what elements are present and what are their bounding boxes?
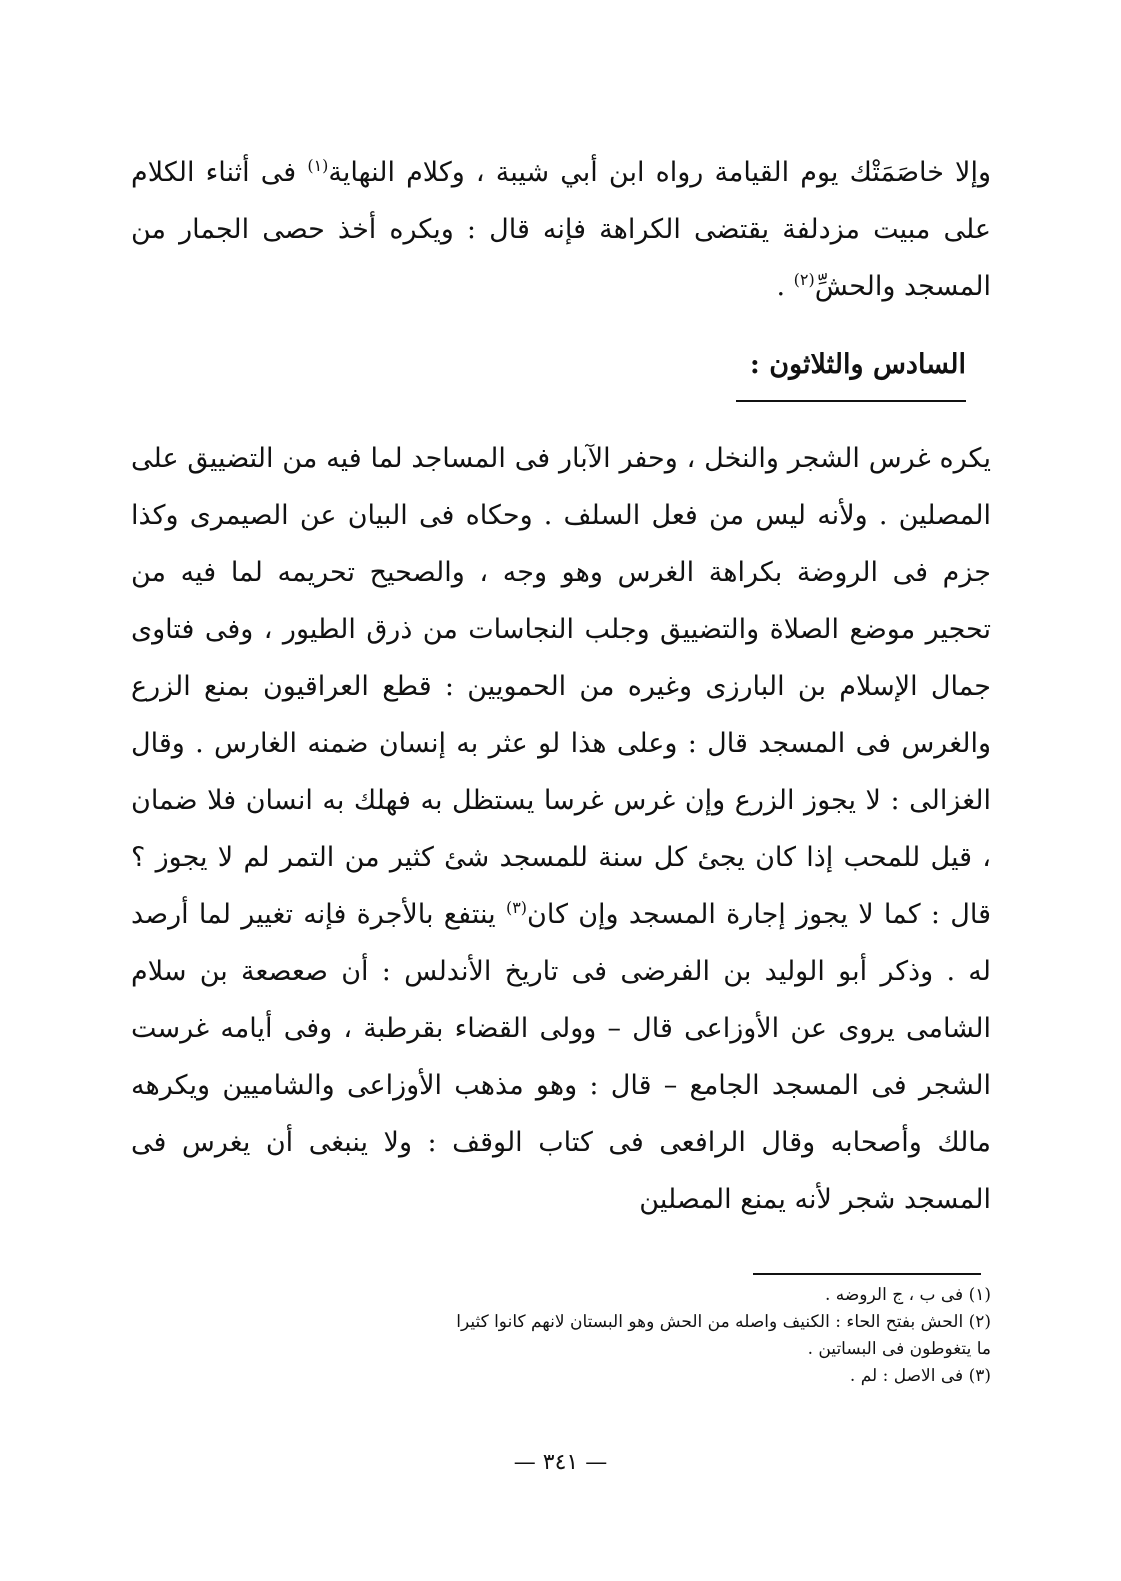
- section-heading: السادس والثلاثون :: [749, 349, 966, 380]
- footnote-ref-3[interactable]: (٣): [505, 898, 528, 917]
- footnote-ref-1[interactable]: (١): [307, 156, 329, 175]
- page-number: — ٣٤١ —: [513, 1450, 608, 1475]
- paragraph-1-text-a: وإلا خاصَمَتْك يوم القيامة رواه ابن أبي شيبة ، وكلام النهاية: [328, 157, 991, 188]
- footnote-2: (٢) الحش بفتح الحاء : الكنيف واصله من الحش وهو البستان لانهم كانوا كثيرا: [456, 1312, 991, 1332]
- paragraph-1-text-b: فى أثناء الكلام على مبيت مزدلفة يقتضى الكراهة فإنه قال : ويكره أخذ حصى الجمار من المسجد والحشِّ: [131, 157, 991, 302]
- paragraph-1-text-c: .: [776, 271, 794, 302]
- footnote-ref-2[interactable]: (٢): [793, 270, 815, 289]
- footnote-1: (١) فى ب ، ج الروضه .: [824, 1285, 991, 1305]
- paragraph-2-text-a: يكره غرس الشجر والنخل ، وحفر الآبار فى المساجد لما فيه من التضييق على المصلين . ولأنه ليس من فعل السلف . وحكاه فى البيان عن الصيمرى وكذا جزم فى الروضة بكراهة الغرس وهو وجه ، والصحيح تحريمه لما فيه من تحجير موضع الصلاة والتضييق وجلب النجاسات من ذرق الطيور ، وفى فتاوى جمال الإسلام بن البارزى وغيره من الحمويين : قطع العراقيون بمنع الزرع والغرس فى المسجد قال : وعلى هذا لو عثر به إنسان ضمنه الغارس . وقال الغزالى : لا يجوز الزرع وإن غرس غرسا يستظل به فهلك به انسان فلا ضمان ، قيل للمحب إذا كان يجئ كل سنة للمسجد شئ كثير من التمر لم لا يجوز ؟ قال : كما لا يجوز إجارة المسجد وإن كان: [131, 443, 992, 930]
- footnote-2-continued: ما يتغوطون فى البساتين .: [807, 1339, 991, 1359]
- footnote-separator: [753, 1273, 981, 1275]
- paragraph-2-text-b: ينتفع بالأجرة فإنه تغيير لما أرصد له . وذكر أبو الوليد بن الفرضى فى تاريخ الأندلس : أن صعصعة بن سلام الشامى يروى عن الأوزاعى قال – وولى القضاء بقرطبة ، وفى أيامه غرست الشجر فى المسجد الجامع – قال : وهو مذهب الأوزاعى والشاميين ويكرهه مالك وأصحابه وقال الرافعى فى كتاب الوقف : ولا ينبغى أن يغرس فى المسجد شجر لأنه يمنع المصلين: [131, 899, 991, 1215]
- heading-underline: [736, 400, 966, 402]
- footnote-3: (٣) فى الاصل : لم .: [849, 1366, 991, 1386]
- paragraph-1: [131, 144, 991, 315]
- footnotes-list: [121, 1282, 991, 1390]
- paragraph-2: [131, 430, 991, 1228]
